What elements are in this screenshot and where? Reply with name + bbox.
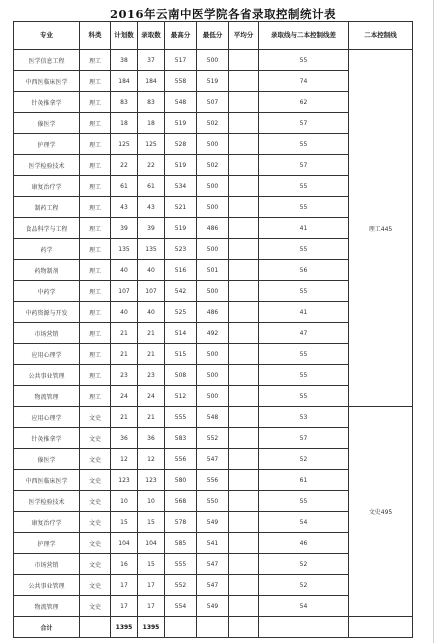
cell-category: 文史 — [80, 449, 111, 470]
cell-empty — [229, 617, 259, 638]
cell-admitted: 15 — [138, 554, 165, 575]
cell-avg-score — [229, 260, 259, 281]
cell-admitted: 107 — [138, 281, 165, 302]
cell-category: 文史 — [80, 596, 111, 617]
cell-planned: 39 — [111, 218, 138, 239]
cell-category: 文史 — [80, 470, 111, 491]
table-header-row — [14, 22, 413, 50]
cell-max-score: 534 — [165, 176, 197, 197]
cell-line-diff: 52 — [259, 554, 349, 575]
cell-avg-score — [229, 554, 259, 575]
cell-max-score: 583 — [165, 428, 197, 449]
cell-line-diff: 55 — [259, 281, 349, 302]
cell-admitted: 61 — [138, 176, 165, 197]
cell-min-score: 500 — [197, 176, 229, 197]
cell-max-score: 558 — [165, 71, 197, 92]
cell-major: 医学信息工程 — [14, 50, 80, 71]
cell-min-score: 500 — [197, 50, 229, 71]
cell-min-score: 541 — [197, 533, 229, 554]
cell-avg-score — [229, 428, 259, 449]
cell-major: 康复治疗学 — [14, 176, 80, 197]
cell-min-score: 500 — [197, 197, 229, 218]
cell-planned: 23 — [111, 365, 138, 386]
cell-major: 应用心理学 — [14, 344, 80, 365]
cell-category: 文史 — [80, 575, 111, 596]
cell-admitted: 43 — [138, 197, 165, 218]
cell-major: 护理学 — [14, 533, 80, 554]
cell-planned: 16 — [111, 554, 138, 575]
cell-category: 理工 — [80, 50, 111, 71]
admission-stats-table — [13, 21, 413, 638]
cell-min-score: 550 — [197, 491, 229, 512]
cell-max-score: 578 — [165, 512, 197, 533]
cell-category: 理工 — [80, 365, 111, 386]
cell-min-score: 549 — [197, 596, 229, 617]
cell-avg-score — [229, 92, 259, 113]
cell-major: 中西医临床医学 — [14, 470, 80, 491]
cell-planned: 43 — [111, 197, 138, 218]
cell-major: 应用心理学 — [14, 407, 80, 428]
cell-min-score: 507 — [197, 92, 229, 113]
cell-major: 公共事业管理 — [14, 365, 80, 386]
cell-avg-score — [229, 533, 259, 554]
cell-major: 康复治疗学 — [14, 512, 80, 533]
cell-major: 中西医临床医学 — [14, 71, 80, 92]
total-row — [14, 617, 413, 638]
cell-min-score: 547 — [197, 449, 229, 470]
cell-avg-score — [229, 344, 259, 365]
cell-line-diff: 55 — [259, 344, 349, 365]
cell-line-diff: 62 — [259, 92, 349, 113]
cell-category: 理工 — [80, 239, 111, 260]
cell-avg-score — [229, 512, 259, 533]
cell-planned: 83 — [111, 92, 138, 113]
cell-admitted: 21 — [138, 344, 165, 365]
cell-avg-score — [229, 365, 259, 386]
total-admitted: 1395 — [138, 617, 165, 638]
cell-line-diff: 41 — [259, 218, 349, 239]
table-row — [14, 407, 413, 428]
cell-planned: 40 — [111, 260, 138, 281]
cell-admitted: 135 — [138, 239, 165, 260]
cell-category: 理工 — [80, 92, 111, 113]
cell-planned: 17 — [111, 575, 138, 596]
cell-min-score: 500 — [197, 386, 229, 407]
cell-major: 市场营销 — [14, 554, 80, 575]
cell-major: 护理学 — [14, 134, 80, 155]
cell-line-diff: 57 — [259, 428, 349, 449]
cell-max-score: 519 — [165, 218, 197, 239]
cell-min-score: 502 — [197, 155, 229, 176]
cell-avg-score — [229, 50, 259, 71]
cell-max-score: 514 — [165, 323, 197, 344]
col-header-avg-score: 平均分 — [229, 22, 259, 50]
cell-planned: 21 — [111, 407, 138, 428]
cell-max-score: 523 — [165, 239, 197, 260]
col-header-min-score: 最低分 — [197, 22, 229, 50]
cell-line-diff: 55 — [259, 197, 349, 218]
total-label: 合计 — [14, 617, 80, 638]
page-title: 2016年云南中医学院各省录取控制统计表 — [109, 7, 336, 21]
cell-major: 中药学 — [14, 281, 80, 302]
cell-admitted: 40 — [138, 260, 165, 281]
cell-admitted: 125 — [138, 134, 165, 155]
cell-admitted: 39 — [138, 218, 165, 239]
cell-major: 中药资源与开发 — [14, 302, 80, 323]
cell-line-diff: 47 — [259, 323, 349, 344]
cell-min-score: 549 — [197, 512, 229, 533]
cell-planned: 22 — [111, 155, 138, 176]
cell-planned: 135 — [111, 239, 138, 260]
cell-min-score: 500 — [197, 134, 229, 155]
cell-line-diff: 52 — [259, 575, 349, 596]
cell-major: 公共事业管理 — [14, 575, 80, 596]
cell-admitted: 23 — [138, 365, 165, 386]
cell-admitted: 40 — [138, 302, 165, 323]
cell-avg-score — [229, 155, 259, 176]
cell-planned: 104 — [111, 533, 138, 554]
cell-min-score: 501 — [197, 260, 229, 281]
cell-avg-score — [229, 197, 259, 218]
cell-empty — [197, 617, 229, 638]
cell-line-diff: 57 — [259, 113, 349, 134]
cell-line-diff: 54 — [259, 512, 349, 533]
cell-planned: 125 — [111, 134, 138, 155]
cell-min-score: 552 — [197, 428, 229, 449]
cell-min-score: 500 — [197, 344, 229, 365]
cell-max-score: 585 — [165, 533, 197, 554]
cell-major: 药物制剂 — [14, 260, 80, 281]
cell-max-score: 519 — [165, 155, 197, 176]
cell-max-score: 521 — [165, 197, 197, 218]
cell-major: 物流管理 — [14, 386, 80, 407]
cell-major: 傣医学 — [14, 113, 80, 134]
cell-line-diff: 46 — [259, 533, 349, 554]
cell-planned: 40 — [111, 302, 138, 323]
cell-major: 傣医学 — [14, 449, 80, 470]
cell-major: 市场营销 — [14, 323, 80, 344]
cell-avg-score — [229, 239, 259, 260]
cell-planned: 123 — [111, 470, 138, 491]
cell-line-diff: 56 — [259, 260, 349, 281]
cell-avg-score — [229, 176, 259, 197]
cell-avg-score — [229, 575, 259, 596]
cell-line-diff: 55 — [259, 239, 349, 260]
cell-max-score: 548 — [165, 92, 197, 113]
cell-avg-score — [229, 71, 259, 92]
cell-planned: 107 — [111, 281, 138, 302]
col-header-line-diff: 录取线与二本控制线差 — [259, 22, 349, 50]
cell-category: 理工 — [80, 134, 111, 155]
cell-planned: 24 — [111, 386, 138, 407]
cell-max-score: 519 — [165, 113, 197, 134]
cell-admitted: 36 — [138, 428, 165, 449]
cell-min-score: 547 — [197, 575, 229, 596]
cell-planned: 10 — [111, 491, 138, 512]
col-header-admitted: 录取数 — [138, 22, 165, 50]
cell-category: 理工 — [80, 218, 111, 239]
cell-avg-score — [229, 407, 259, 428]
cell-major: 针灸推拿学 — [14, 428, 80, 449]
cell-major: 制药工程 — [14, 197, 80, 218]
cell-min-score: 519 — [197, 71, 229, 92]
cell-second-tier-line: 理工445 — [349, 50, 413, 407]
cell-avg-score — [229, 449, 259, 470]
col-header-planned: 计划数 — [111, 22, 138, 50]
cell-avg-score — [229, 470, 259, 491]
cell-major: 食品科学与工程 — [14, 218, 80, 239]
cell-avg-score — [229, 386, 259, 407]
cell-max-score: 542 — [165, 281, 197, 302]
cell-avg-score — [229, 218, 259, 239]
cell-avg-score — [229, 113, 259, 134]
cell-empty — [349, 617, 413, 638]
cell-max-score: 516 — [165, 260, 197, 281]
cell-category: 文史 — [80, 428, 111, 449]
table-row — [14, 50, 413, 71]
cell-category: 理工 — [80, 155, 111, 176]
cell-planned: 17 — [111, 596, 138, 617]
cell-admitted: 18 — [138, 113, 165, 134]
cell-max-score: 568 — [165, 491, 197, 512]
cell-min-score: 500 — [197, 239, 229, 260]
cell-admitted: 104 — [138, 533, 165, 554]
cell-line-diff: 55 — [259, 176, 349, 197]
cell-category: 文史 — [80, 554, 111, 575]
cell-max-score: 554 — [165, 596, 197, 617]
cell-major: 针灸推拿学 — [14, 92, 80, 113]
total-planned: 1395 — [111, 617, 138, 638]
cell-planned: 12 — [111, 449, 138, 470]
cell-category: 理工 — [80, 302, 111, 323]
cell-category: 理工 — [80, 113, 111, 134]
cell-line-diff: 54 — [259, 596, 349, 617]
cell-admitted: 37 — [138, 50, 165, 71]
cell-category: 文史 — [80, 491, 111, 512]
cell-empty — [165, 617, 197, 638]
cell-planned: 36 — [111, 428, 138, 449]
cell-max-score: 528 — [165, 134, 197, 155]
col-header-major: 专业 — [14, 22, 80, 50]
cell-line-diff: 61 — [259, 470, 349, 491]
cell-major: 药学 — [14, 239, 80, 260]
cell-category: 理工 — [80, 176, 111, 197]
cell-empty — [80, 617, 111, 638]
cell-category: 理工 — [80, 281, 111, 302]
cell-category: 文史 — [80, 407, 111, 428]
cell-planned: 61 — [111, 176, 138, 197]
cell-admitted: 10 — [138, 491, 165, 512]
cell-line-diff: 41 — [259, 302, 349, 323]
cell-admitted: 123 — [138, 470, 165, 491]
cell-admitted: 83 — [138, 92, 165, 113]
cell-admitted: 21 — [138, 323, 165, 344]
cell-min-score: 492 — [197, 323, 229, 344]
cell-max-score: 512 — [165, 386, 197, 407]
cell-avg-score — [229, 134, 259, 155]
cell-line-diff: 52 — [259, 449, 349, 470]
cell-min-score: 502 — [197, 113, 229, 134]
cell-admitted: 15 — [138, 512, 165, 533]
cell-min-score: 556 — [197, 470, 229, 491]
cell-max-score: 552 — [165, 575, 197, 596]
cell-category: 理工 — [80, 260, 111, 281]
cell-avg-score — [229, 491, 259, 512]
cell-line-diff: 57 — [259, 155, 349, 176]
cell-min-score: 500 — [197, 281, 229, 302]
cell-min-score: 548 — [197, 407, 229, 428]
cell-max-score: 515 — [165, 344, 197, 365]
cell-min-score: 500 — [197, 365, 229, 386]
cell-line-diff: 55 — [259, 50, 349, 71]
cell-line-diff: 55 — [259, 386, 349, 407]
cell-major: 医学检验技术 — [14, 491, 80, 512]
cell-major: 医学检验技术 — [14, 155, 80, 176]
cell-planned: 21 — [111, 344, 138, 365]
cell-max-score: 556 — [165, 449, 197, 470]
cell-min-score: 486 — [197, 302, 229, 323]
cell-max-score: 525 — [165, 302, 197, 323]
cell-min-score: 547 — [197, 554, 229, 575]
cell-admitted: 24 — [138, 386, 165, 407]
cell-category: 文史 — [80, 533, 111, 554]
cell-planned: 21 — [111, 323, 138, 344]
cell-line-diff: 53 — [259, 407, 349, 428]
page-edge-divider — [433, 0, 434, 643]
cell-avg-score — [229, 596, 259, 617]
cell-admitted: 17 — [138, 575, 165, 596]
cell-admitted: 21 — [138, 407, 165, 428]
cell-admitted: 17 — [138, 596, 165, 617]
cell-avg-score — [229, 302, 259, 323]
cell-max-score: 517 — [165, 50, 197, 71]
cell-line-diff: 55 — [259, 134, 349, 155]
cell-major: 物流管理 — [14, 596, 80, 617]
cell-category: 理工 — [80, 344, 111, 365]
cell-max-score: 508 — [165, 365, 197, 386]
cell-planned: 184 — [111, 71, 138, 92]
cell-max-score: 555 — [165, 554, 197, 575]
cell-second-tier-line: 文史495 — [349, 407, 413, 617]
cell-max-score: 580 — [165, 470, 197, 491]
cell-planned: 15 — [111, 512, 138, 533]
cell-admitted: 12 — [138, 449, 165, 470]
cell-planned: 38 — [111, 50, 138, 71]
cell-max-score: 555 — [165, 407, 197, 428]
cell-category: 文史 — [80, 512, 111, 533]
cell-avg-score — [229, 281, 259, 302]
cell-category: 理工 — [80, 323, 111, 344]
cell-line-diff: 55 — [259, 365, 349, 386]
cell-line-diff: 55 — [259, 491, 349, 512]
col-header-max-score: 最高分 — [165, 22, 197, 50]
cell-avg-score — [229, 323, 259, 344]
cell-empty — [259, 617, 349, 638]
cell-admitted: 22 — [138, 155, 165, 176]
cell-category: 理工 — [80, 386, 111, 407]
cell-category: 理工 — [80, 197, 111, 218]
cell-admitted: 184 — [138, 71, 165, 92]
cell-line-diff: 74 — [259, 71, 349, 92]
cell-planned: 18 — [111, 113, 138, 134]
col-header-category: 科类 — [80, 22, 111, 50]
cell-min-score: 486 — [197, 218, 229, 239]
col-header-second-tier-line: 二本控制线 — [349, 22, 413, 50]
cell-category: 理工 — [80, 71, 111, 92]
